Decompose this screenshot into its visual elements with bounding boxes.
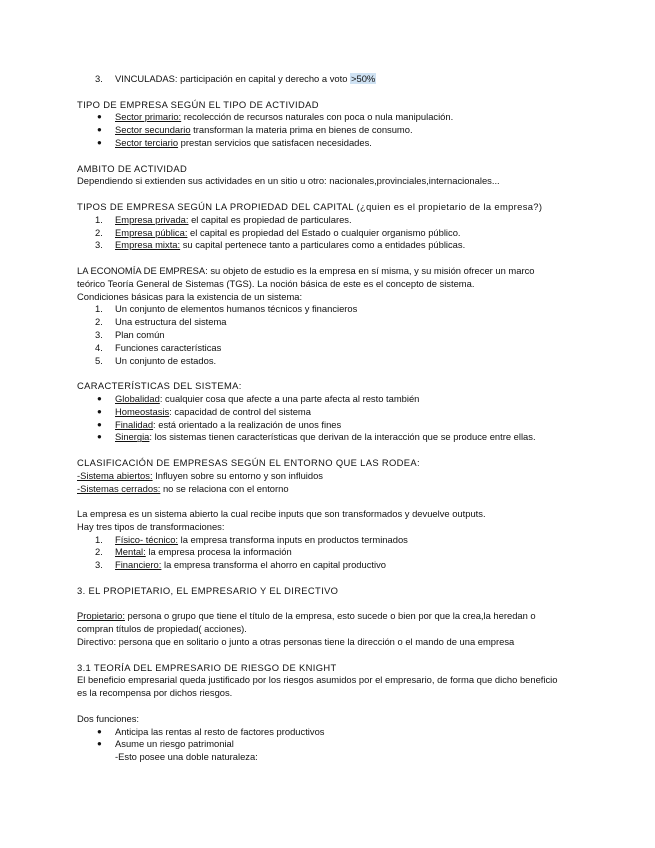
list-text: Plan común [115,328,165,340]
term: Globalidad [115,392,160,404]
list-number: 3. [95,73,103,84]
definition: : cualquier cosa que afecte a una parte afecta al resto también [159,392,420,404]
sub-note: -Esto posee una doble naturaleza: [115,751,258,763]
spacer [77,150,577,163]
section-heading-knight: 3.1 TEORÍA DEL EMPRESARIO DE RIESGO DE KNIGHT [77,661,337,673]
bullet-icon: ● [97,432,102,442]
definition: el capital es propiedad de particulares. [188,213,352,225]
list-number: 1. [95,533,103,545]
definition: su capital pertenece tanto a particulares como a entidades públicas. [180,239,466,251]
propiedad-list [77,214,577,252]
list-item [77,329,577,342]
term: Finalidad [115,418,154,430]
list-text: Funciones características [115,341,222,353]
term: -Sistemas cerrados: [77,482,161,494]
propietario-line: compran títulos de propiedad( acciones). [77,623,247,635]
vinculadas-text: VINCULADAS: participación en capital y derecho a voto [115,73,351,84]
term: Empresa privada: [115,213,189,225]
funciones-label: Dos funciones: [77,712,140,724]
bullet-icon: ● [97,739,102,749]
bullet-icon: ● [97,726,102,736]
spacer [77,572,577,585]
list-item [77,559,577,572]
economia-line: Condiciones básicas para la existencia de un sistema: [77,290,303,302]
bullet-icon: ● [97,112,102,122]
term: Sinergia [115,431,150,443]
list-number: 5. [95,354,103,366]
bullet-icon: ● [97,406,102,416]
definition: persona o grupo que tiene el título de la empresa, esto sucede o bien por que la crea,la heredan o [124,610,536,622]
list-item [77,431,577,444]
list-item [77,124,577,137]
definition: el capital es propiedad del Estado o cualquier organismo público. [187,226,461,238]
definition: la empresa transforma inputs en productos terminados [178,533,408,545]
directivo-line: Directivo: persona que en solitario o junto a otras personas tiene la dirección o el mando de una empresa [77,636,515,648]
spacer [77,649,577,662]
term: Sector secundario [115,124,191,136]
list-item [77,137,577,150]
document-body [77,73,577,764]
term: Homeostasis [115,405,170,417]
term: Sector terciario [115,136,179,148]
definition: : los sistemas tienen características que derivan de la interacción que se produce entre ellas. [149,431,536,443]
spacer [77,86,577,99]
spacer [77,188,577,201]
definition: Influyen sobre su entorno y son influidos [152,469,323,481]
list-item [77,419,577,432]
term: Físico- técnico: [115,533,179,545]
list-item [77,406,577,419]
term: Mental: [115,546,146,558]
list-item [77,227,577,240]
list-number: 3. [95,559,103,571]
list-item [77,111,577,124]
term: Sector primario: [115,111,182,123]
spacer [77,700,577,713]
economia-line: teórico Teoría General de Sistemas (TGS). La noción básica de este es el concepto de sistema. [77,277,475,289]
section-heading-ambito: AMBITO DE ACTIVIDAD [77,162,188,174]
list-item [77,214,577,227]
list-item [77,534,577,547]
list-number: 2. [95,316,103,328]
highlighted-text: >50% [351,73,376,84]
entorno-line [77,470,577,483]
section-heading-propiedad: TIPOS DE EMPRESA SEGÚN LA PROPIEDAD DEL CAPITAL (¿quien es el propietario de la empresa?) [77,200,543,212]
definition: la empresa procesa la información [145,546,292,558]
bullet-icon: ● [97,137,102,147]
term: Propietario: [77,610,125,622]
list-item [77,303,577,316]
condiciones-list [77,303,577,367]
spacer [77,252,577,265]
list-text: Una estructura del sistema [115,316,227,328]
list-item [77,73,577,86]
list-item [77,239,577,252]
list-item [77,738,577,751]
actividad-list [77,111,577,149]
list-item [77,546,577,559]
propietario-line [77,610,577,623]
list-text: Asume un riesgo patrimonial [115,738,234,750]
transformaciones-line: Hay tres tipos de transformaciones: [77,520,225,532]
definition: : capacidad de control del sistema [169,405,311,417]
list-number: 2. [95,226,103,238]
list-number: 4. [95,341,103,353]
term: Financiero: [115,559,162,571]
section-heading-actividad: TIPO DE EMPRESA SEGÚN EL TIPO DE ACTIVIDAD [77,98,319,110]
economia-line: LA ECONOMÍA DE EMPRESA: su objeto de estudio es la empresa en sí misma, y su misión ofrecer un marco [77,264,535,276]
knight-line: es la recompensa por dichos riesgos. [77,687,233,699]
ambito-text: Dependiendo si extienden sus actividades en un sitio u otro: nacionales,provinciales,internacionales... [77,175,500,187]
bullet-icon: ● [97,125,102,135]
transformaciones-line: La empresa es un sistema abierto la cual recibe inputs que son transformados y devuelve outputs. [77,508,486,520]
spacer [77,598,577,611]
funciones-list [77,726,577,752]
bullet-icon: ● [97,419,102,429]
spacer [77,495,577,508]
definition: la empresa transforma el ahorro en capital productivo [161,559,386,571]
spacer [77,367,577,380]
list-number: 3. [95,328,103,340]
list-text: Un conjunto de estados. [115,354,217,366]
vinculadas-list [77,73,577,86]
list-item [77,342,577,355]
list-item [77,393,577,406]
list-number: 1. [95,213,103,225]
section-heading-propietario: 3. EL PROPIETARIO, EL EMPRESARIO Y EL DIRECTIVO [77,584,339,596]
list-item [77,355,577,368]
term: -Sistema abiertos: [77,469,153,481]
knight-line: El beneficio empresarial queda justificado por los riesgos asumidos por el empresario, de forma que dicho beneficio [77,674,558,686]
bullet-icon: ● [97,393,102,403]
list-number: 2. [95,546,103,558]
definition: : está orientado a la realización de unos fines [153,418,342,430]
list-text: Anticipa las rentas al resto de factores productivos [115,725,325,737]
caracteristicas-list [77,393,577,444]
list-item [77,316,577,329]
definition: recolección de recursos naturales con poca o nula manipulación. [181,111,454,123]
definition: prestan servicios que satisfacen necesidades. [178,136,372,148]
transformaciones-list [77,534,577,572]
list-number: 3. [95,239,103,251]
section-heading-caracteristicas: CARACTERÍSTICAS DEL SISTEMA: [77,380,242,392]
spacer [77,444,577,457]
term: Empresa pública: [115,226,188,238]
list-number: 1. [95,303,103,315]
list-item [77,726,577,739]
section-heading-entorno: CLASIFICACIÓN DE EMPRESAS SEGÚN EL ENTORNO QUE LAS RODEA: [77,456,420,468]
entorno-line [77,483,577,496]
definition: no se relaciona con el entorno [160,482,289,494]
list-text: Un conjunto de elementos humanos técnicos y financieros [115,303,358,315]
term: Empresa mixta: [115,239,181,251]
definition: transforman la materia prima en bienes de consumo. [190,124,413,136]
